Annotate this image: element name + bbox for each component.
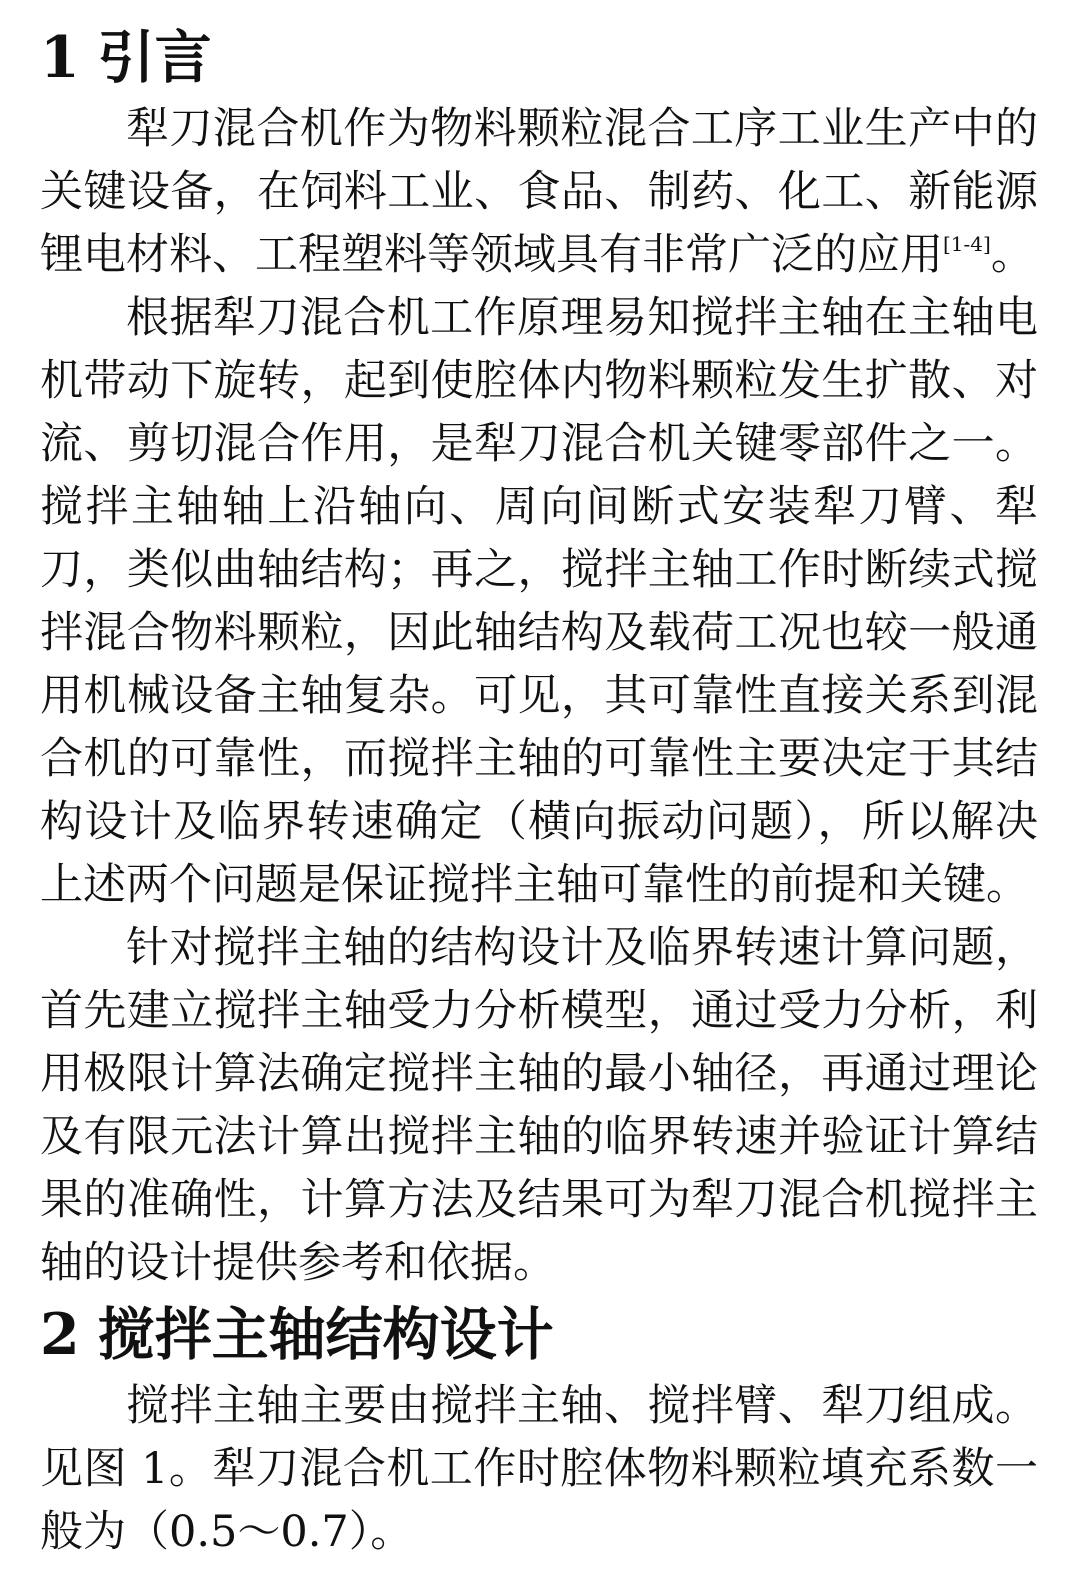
paragraph-3 (40, 917, 1038, 1295)
article-body (40, 18, 1038, 1564)
paragraph-2 (40, 287, 1038, 917)
section-title: 搅拌主轴结构设计 (97, 1301, 554, 1368)
section-title: 引言 (97, 24, 212, 91)
paragraph-text: 针对搅拌主轴的结构设计及临界转速计算问题，首先建立搅拌主轴受力分析模型，通过受力分析，利用极限计算法确定搅拌主轴的最小轴径，再通过理论及有限元法计算出搅拌主轴的临界转速并验证计算结果的准确性，计算方法及结果可为犁刀混合机搅拌主轴的设计提供参考和依据。 (40, 923, 1038, 1288)
paragraph-tail: 。 (990, 230, 1034, 280)
section-heading-2 (40, 1295, 1038, 1375)
paragraph-4 (40, 1375, 1038, 1564)
paragraph-text: 根据犁刀混合机工作原理易知搅拌主轴在主轴电机带动下旋转，起到使腔体内物料颗粒发生扩散、对流、剪切混合作用，是犁刀混合机关键零部件之一。搅拌主轴轴上沿轴向、周向间断式安装犁刀臂、犁刀，类似曲轴结构；再之，搅拌主轴工作时断续式搅拌混合物料颗粒，因此轴结构及载荷工况也较一般通用机械设备主轴复杂。可见，其可靠性直接关系到混合机的可靠性，而搅拌主轴的可靠性主要决定于其结构设计及临界转速确定（横向振动问题），所以解决上述两个问题是保证搅拌主轴可靠性的前提和关键。 (40, 293, 1038, 910)
section-number: 2 (40, 1301, 80, 1368)
paragraph-text: 搅拌主轴主要由搅拌主轴、搅拌臂、犁刀组成。见图 1。犁刀混合机工作时腔体物料颗粒填充系数一般为（0.5～0.7）。 (40, 1381, 1038, 1557)
citation-ref[interactable]: [1-4] (943, 232, 991, 256)
paragraph-text: 犁刀混合机作为物料颗粒混合工序工业生产中的关键设备，在饲料工业、食品、制药、化工、新能源锂电材料、工程塑料等领域具有非常广泛的应用 (40, 104, 1038, 280)
section-heading-1 (40, 18, 1038, 98)
paragraph-1 (40, 98, 1038, 287)
section-number: 1 (40, 24, 80, 91)
